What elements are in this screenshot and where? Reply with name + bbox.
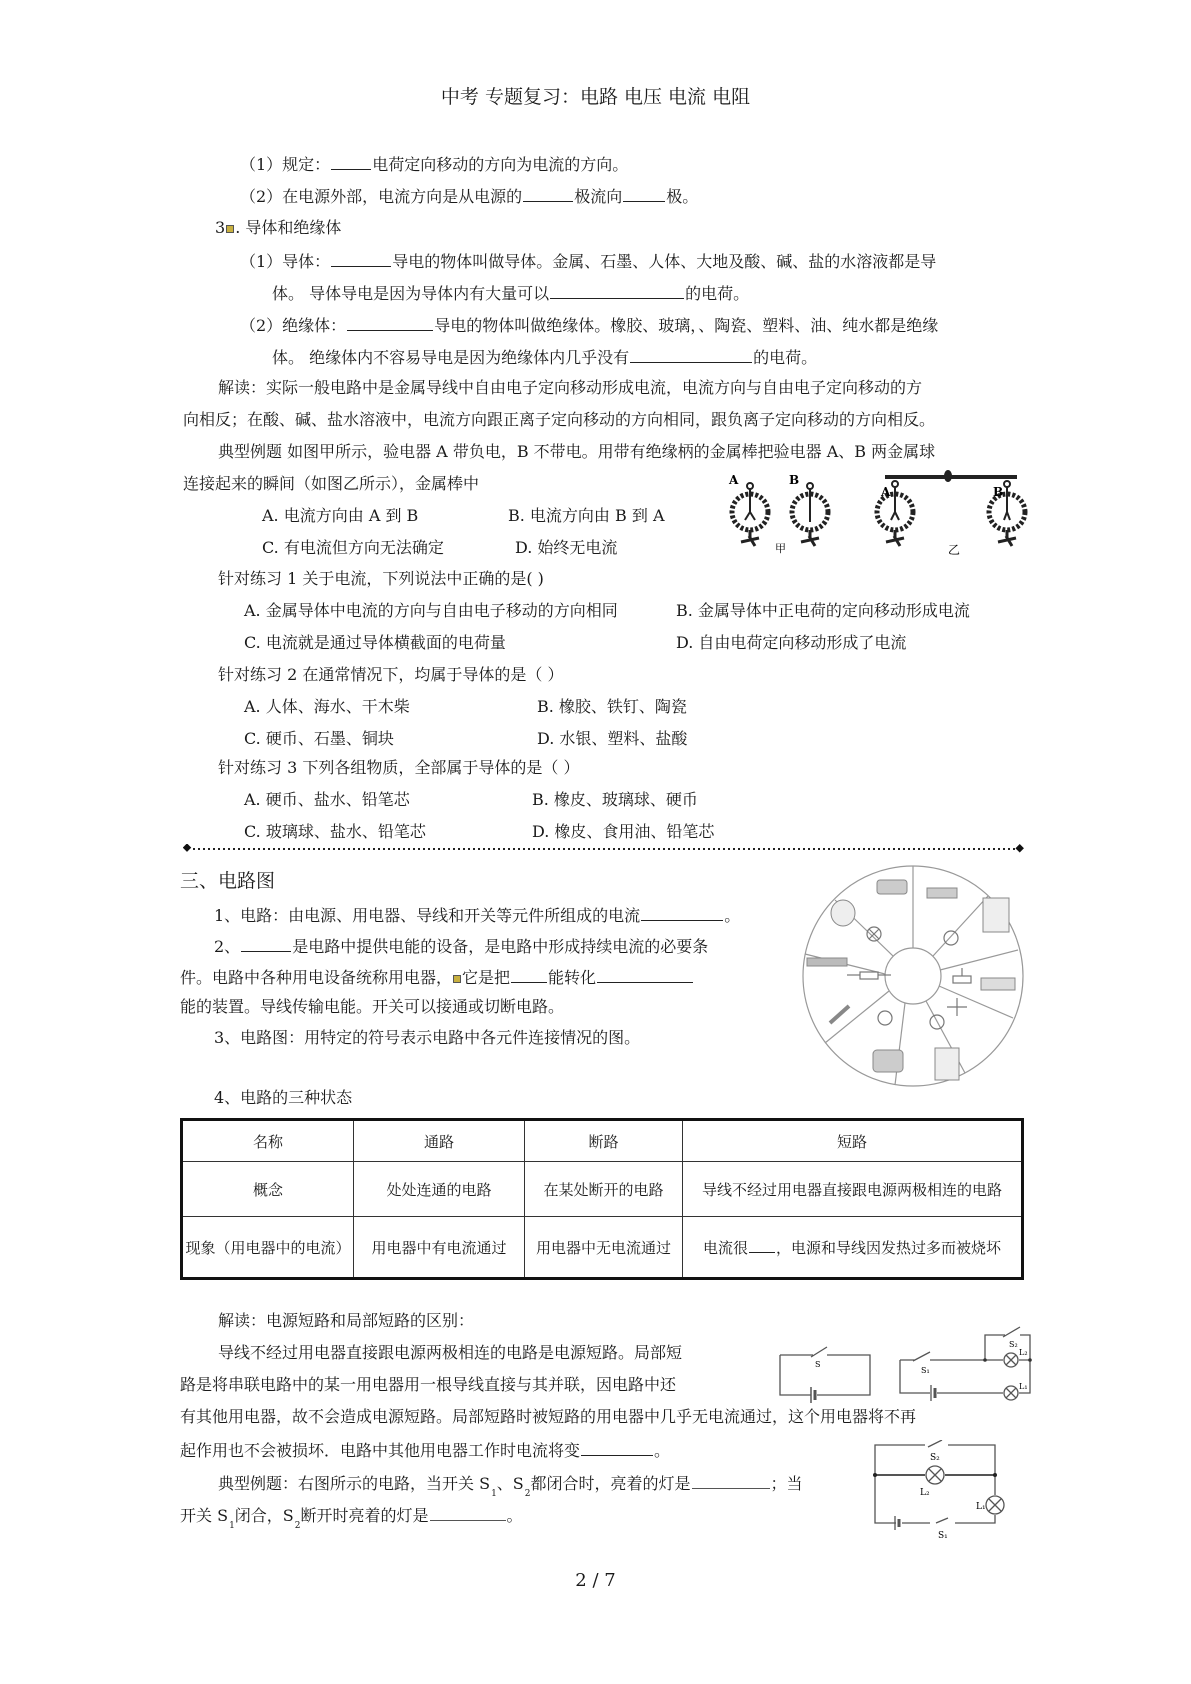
answer-blank[interactable] xyxy=(597,968,693,983)
current-direction-item-1 xyxy=(240,155,628,173)
answer-blank[interactable] xyxy=(347,316,433,331)
example-1-line-1: 典型例题 如图甲所示，验电器 A 带负电，B 不带电。用带有绝缘柄的金属棒把验电器 A、B 两金属球 xyxy=(218,442,936,461)
line-suffix: 的电荷。 xyxy=(753,348,818,367)
interpretation-2-title: 解读：电源短路和局部短路的区别： xyxy=(218,1311,475,1330)
table-header-cell: 短路 xyxy=(683,1120,1023,1162)
heading-number: 3 xyxy=(215,218,226,237)
circuit-symbol-wheel xyxy=(785,858,1035,1090)
practice-2-option-d[interactable]: D. 水银、塑料、盐酸 xyxy=(537,729,688,748)
page-number: 2 / 7 xyxy=(575,1570,616,1591)
answer-blank[interactable] xyxy=(241,937,291,952)
heading-text: . 导体和绝缘体 xyxy=(235,218,342,237)
table-row xyxy=(182,1162,1023,1217)
answer-blank[interactable] xyxy=(523,187,573,202)
table-cell: 处处连通的电路 xyxy=(354,1162,525,1217)
practice-1-option-b[interactable]: B. 金属导体中正电荷的定向移动形成电流 xyxy=(676,601,970,620)
line-suffix: 导电的物体叫做导体。金属、石墨、人体、大地及酸、碱、盐的水溶液都是导 xyxy=(392,252,937,271)
lamp-label-l1: L₁ xyxy=(976,1502,986,1512)
p1-suffix: 。 xyxy=(724,906,741,925)
table-header-cell: 断路 xyxy=(525,1120,683,1162)
table-cell: 用电器中无电流通过 xyxy=(525,1217,683,1279)
practice-2-question: 针对练习 2 在通常情况下，均属于导体的是（ ） xyxy=(218,665,564,684)
example-1-option-d[interactable]: D. 始终无电流 xyxy=(515,538,618,557)
item-middle: 极流向 xyxy=(574,187,623,206)
p2-line2-prefix: 件。电路中各种用电设备统称用电器， xyxy=(180,968,453,987)
interpretation-2-line-1: 导线不经过用电器直接跟电源两极相连的电路是电源短路。局部短 xyxy=(218,1343,683,1362)
example-2-line-1 xyxy=(218,1474,803,1499)
p2-suffix: 是电路中提供电能的设备，是电路中形成持续电流的必要条 xyxy=(292,937,709,956)
lamp-label-l2: L₂ xyxy=(920,1488,930,1498)
answer-blank[interactable] xyxy=(692,1474,770,1489)
section-3-p4: 4、电路的三种状态 xyxy=(214,1088,353,1107)
figure-label-a: A xyxy=(729,473,739,487)
text-part: 闭合，S xyxy=(234,1506,294,1525)
switch-label-s1: S₁ xyxy=(921,1366,930,1375)
answer-blank[interactable] xyxy=(430,1506,506,1521)
short-circuit-figures xyxy=(775,1325,1037,1403)
subscript: 2 xyxy=(294,1521,301,1531)
section-3-p2-line-3: 能的装置。导线传输电能。开关可以接通或切断电路。 xyxy=(180,997,565,1016)
table-row xyxy=(182,1217,1023,1279)
electroscope-figure xyxy=(705,470,1030,562)
section-separator xyxy=(183,844,1025,854)
practice-2-option-a[interactable]: A. 人体、海水、干木柴 xyxy=(244,697,410,716)
line-prefix: （2）绝缘体： xyxy=(240,316,347,335)
item-prefix: （1）规定： xyxy=(240,155,331,174)
table-cell: 现象（用电器中的电流） xyxy=(182,1217,354,1279)
practice-3-question: 针对练习 3 下列各组物质，全部属于导体的是（ ） xyxy=(218,758,580,777)
table-cell xyxy=(683,1217,1023,1279)
answer-blank[interactable] xyxy=(623,187,665,202)
answer-blank[interactable] xyxy=(331,252,391,267)
insulator-line-2 xyxy=(272,348,817,366)
section-3-p3: 3、电路图：用特定的符号表示电路中各元件连接情况的图。 xyxy=(214,1028,641,1047)
answer-blank[interactable] xyxy=(511,968,547,983)
answer-blank[interactable] xyxy=(581,1441,653,1456)
subscript: 1 xyxy=(229,1521,235,1531)
section-3-p1 xyxy=(214,906,740,924)
line-prefix: 起作用也不会被损坏．电路中其他用电器工作时电流将变 xyxy=(180,1441,581,1460)
table-cell: 在某处断开的电路 xyxy=(525,1162,683,1217)
text-part: 都闭合时，亮着的灯是 xyxy=(530,1474,691,1493)
practice-3-option-b[interactable]: B. 橡皮、玻璃球、硬币 xyxy=(532,790,698,809)
figure-label-b: B xyxy=(789,473,800,487)
p2-prefix: 2、 xyxy=(214,937,241,956)
answer-blank[interactable] xyxy=(641,906,723,921)
conductor-line-1 xyxy=(240,252,936,270)
conductor-line-2 xyxy=(272,284,749,302)
table-header-cell: 通路 xyxy=(354,1120,525,1162)
switch-label-s2: S₂ xyxy=(1009,1340,1018,1349)
example-1-option-c[interactable]: C. 有电流但方向无法确定 xyxy=(262,538,444,557)
answer-blank[interactable] xyxy=(630,348,752,363)
practice-2-option-b[interactable]: B. 橡胶、铁钉、陶瓷 xyxy=(537,697,687,716)
edit-marker-icon xyxy=(226,225,234,233)
edit-marker-icon xyxy=(453,975,461,983)
practice-3-option-d[interactable]: D. 橡皮、食用油、铅笔芯 xyxy=(532,822,715,841)
interpretation-2-line-2: 路是将串联电路中的某一用电器用一根导线直接与其并联，因电路中还 xyxy=(180,1375,677,1394)
line-prefix: 体。 导体导电是因为导体内有大量可以 xyxy=(272,284,550,303)
figure-label-yi: 乙 xyxy=(948,543,961,557)
answer-blank[interactable] xyxy=(749,1238,775,1253)
table-cell: 导线不经过用电器直接跟电源两极相连的电路 xyxy=(683,1162,1023,1217)
cell-prefix: 电流很 xyxy=(702,1238,748,1257)
text-part: 开关 S xyxy=(180,1506,229,1525)
item-suffix: 极。 xyxy=(666,187,699,206)
interpretation-line-2: 向相反；在酸、碱、盐水溶液中，电流方向跟正离子定向移动的方向相同，跟负离子定向移动的方向相反。 xyxy=(183,410,936,429)
practice-2-option-c[interactable]: C. 硬币、石墨、铜块 xyxy=(244,729,394,748)
figure-label-jia: 甲 xyxy=(775,542,786,555)
subscript: 2 xyxy=(524,1489,531,1499)
answer-blank[interactable] xyxy=(331,155,371,170)
line-prefix: （1）导体： xyxy=(240,252,331,271)
cell-suffix: ，电源和导线因发热过多而被烧坏 xyxy=(776,1238,1002,1257)
current-direction-item-2 xyxy=(240,187,698,205)
line-suffix: 的电荷。 xyxy=(685,284,750,303)
example-1-option-a[interactable]: A. 电流方向由 A 到 B xyxy=(262,506,419,525)
text-part: 。 xyxy=(506,1506,523,1525)
practice-1-option-d[interactable]: D. 自由电荷定向移动形成了电流 xyxy=(676,633,907,652)
p2-line2-mid2: 能转化 xyxy=(548,968,597,987)
interpretation-2-line-4 xyxy=(180,1441,670,1459)
example-1-line-2: 连接起来的瞬间（如图乙所示），金属棒中 xyxy=(183,474,480,493)
conductors-heading xyxy=(215,220,341,236)
lamp-label-l2: L₂ xyxy=(1019,1348,1028,1357)
example-circuit-figure xyxy=(870,1440,1030,1540)
table-header-row xyxy=(182,1120,1023,1162)
table-cell: 用电器中有电流通过 xyxy=(354,1217,525,1279)
answer-blank[interactable] xyxy=(550,284,684,299)
item-suffix: 电荷定向移动的方向为电流的方向。 xyxy=(372,155,629,174)
interpretation-2-line-3: 有其他用电器，故不会造成电源短路。局部短路时被短路的用电器中几乎无电流通过，这个用电器将不再 xyxy=(180,1407,917,1426)
subscript: 1 xyxy=(491,1489,497,1499)
line-suffix: 导电的物体叫做绝缘体。橡胶、玻璃，、陶瓷、塑料、油、纯水都是绝缘 xyxy=(434,316,939,335)
text-part: 断开时亮着的灯是 xyxy=(300,1506,429,1525)
line-suffix: 。 xyxy=(654,1441,671,1460)
switch-label-s1: S₁ xyxy=(938,1531,948,1540)
table-cell: 概念 xyxy=(182,1162,354,1217)
practice-3-option-c[interactable]: C. 玻璃球、盐水、铅笔芯 xyxy=(244,822,426,841)
page-title: 中考 专题复习：电路 电压 电流 电阻 xyxy=(440,86,751,108)
practice-3-option-a[interactable]: A. 硬币、盐水、铅笔芯 xyxy=(244,790,410,809)
practice-1-option-a[interactable]: A. 金属导体中电流的方向与自由电子移动的方向相同 xyxy=(244,601,618,620)
example-2-line-2 xyxy=(180,1506,523,1531)
practice-1-question: 针对练习 1 关于电流，下列说法中正确的是( ) xyxy=(218,569,544,588)
p2-line2-mid: 它是把 xyxy=(462,968,511,987)
figure-label-a: A xyxy=(881,485,891,499)
switch-label-s: S xyxy=(815,1360,821,1369)
text-part: ；当 xyxy=(770,1474,803,1493)
section-heading: 三、电路图 xyxy=(180,870,276,892)
section-3-p2 xyxy=(214,937,708,955)
table-header-cell: 名称 xyxy=(182,1120,354,1162)
lamp-label-l1: L₁ xyxy=(1019,1382,1028,1391)
item-prefix: （2）在电源外部，电流方向是从电源的 xyxy=(240,187,523,206)
insulator-line-1 xyxy=(240,316,938,334)
example-1-option-b[interactable]: B. 电流方向由 B 到 A xyxy=(508,506,665,525)
line-prefix: 体。 绝缘体内不容易导电是因为绝缘体内几乎没有 xyxy=(272,348,630,367)
practice-1-option-c[interactable]: C. 电流就是通过导体横截面的电荷量 xyxy=(244,633,506,652)
section-3-p2-line-2 xyxy=(180,968,694,986)
text-part: 、S xyxy=(496,1474,524,1493)
switch-label-s2: S₂ xyxy=(930,1453,940,1463)
interpretation-line-1: 解读：实际一般电路中是金属导线中自由电子定向移动形成电流，电流方向与自由电子定向移动的方 xyxy=(218,378,923,397)
text-part: 典型例题：右图所示的电路，当开关 S xyxy=(218,1474,491,1493)
p1-prefix: 1、电路：由电源、用电器、导线和开关等元件所组成的电流 xyxy=(214,906,641,925)
circuit-states-table xyxy=(180,1118,1024,1280)
figure-label-b: B xyxy=(993,485,1004,499)
